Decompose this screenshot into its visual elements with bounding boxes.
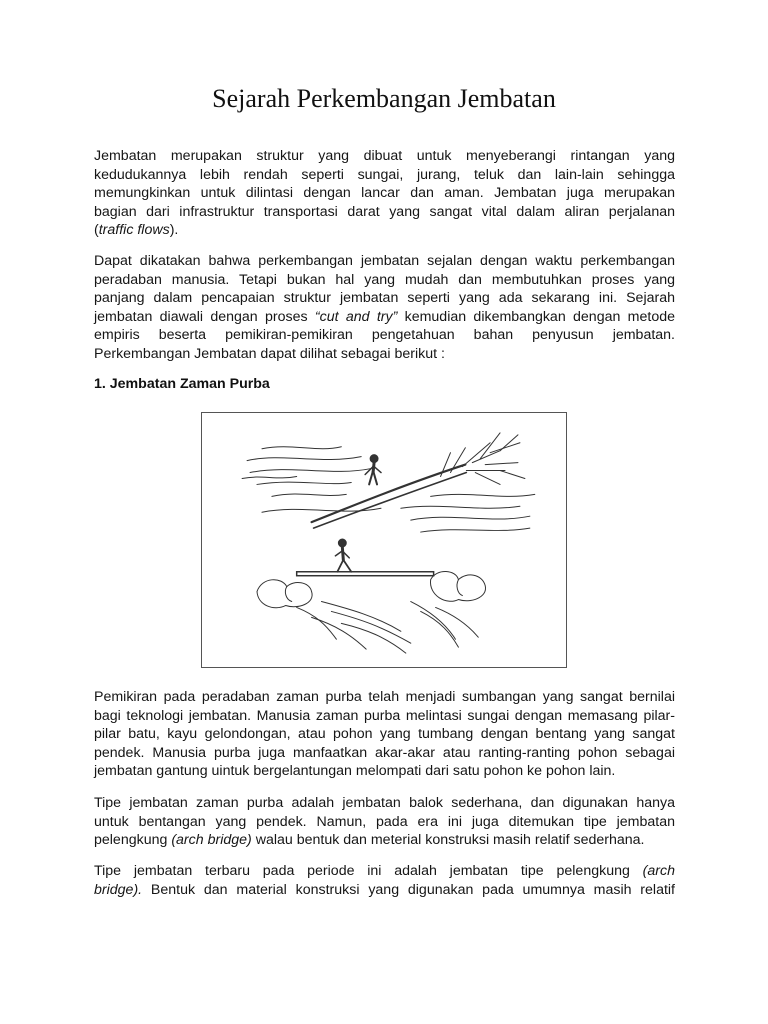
paragraph-history [94,252,675,364]
text-line: peradaban manusia. Tetapi bukan hal yang mudah dan membutuhkan proses yang [94,271,675,288]
text-line [94,308,675,327]
italic-term: (arch [642,863,675,879]
text-line: memungkinkan untuk dilintasi dengan lancar dan aman. Jembatan juga merupakan [94,185,675,202]
paragraph-prehistoric [94,688,675,781]
paragraph-intro [94,147,675,240]
text-line: pendek. Manusia purba juga manfaatkan akar-akar atau ranting-ranting pohon sebagai [94,744,675,761]
text-line: kedudukannya lebih rendah seperti sungai, jurang, teluk dan lain-lain sehingga [94,166,675,183]
text-line: Dapat dikatakan bahwa perkembangan jembatan sejalan dengan waktu perkembangan [94,253,675,269]
text-line: panjang dalam pencapaian struktur jembatan seperti yang ada sekarang ini. Sejarah [94,290,675,307]
text-line [94,221,675,240]
text-line: pilar batu, kayu gelondongan, atau pohon yang tumbang dengan bentang yang sangat [94,726,675,743]
text-line: Tipe jembatan zaman purba adalah jembatan balok sederhana, dan digunakan hanya [94,795,675,811]
text-line: jembatan gantung uintuk bergelantungan melompati dari satu pohon ke pohon lain. [94,763,616,780]
text-line: untuk bentangan yang pendek. Namun, pada era ini juga ditemukan tipe jembatan [94,813,675,830]
text-line: bagi teknologi jembatan. Manusia zaman purba melintasi sungai dengan memasang pilar- [94,707,675,724]
text-line: empiris beserta pemikiran-pemikiran pengetahuan bahan penyusun jembatan. [94,327,675,344]
page-title: Sejarah Perkembangan Jembatan [212,84,556,113]
italic-term: traffic flows [98,222,170,239]
text-line: Perkembangan Jembatan dapat dilihat sebagai berikut : [94,345,445,362]
bridge-illustration [201,412,567,668]
section-heading: 1. Jembatan Zaman Purba [94,376,270,392]
text-fragment: Bentuk dan material konstruksi yang digunakan pada umumnya masih relatif [142,881,675,898]
italic-term: “cut and try” [314,308,398,325]
paragraph-types [94,794,675,850]
text-line [94,831,675,850]
text-line: Jembatan merupakan struktur yang dibuat untuk menyeberangi rintangan yang [94,148,675,164]
paragraph-arch [94,862,675,899]
sketch-image [202,413,566,667]
text-fragment: ( [94,222,99,239]
text-line [94,881,675,900]
italic-term: bridge). [94,881,143,898]
text-fragment: pelengkung [94,832,172,849]
italic-term: (arch bridge) [171,832,252,849]
text-fragment: jembatan diawali dengan proses [94,308,315,325]
text-line [94,862,675,881]
text-line: Pemikiran pada peradaban zaman purba telah menjadi sumbangan yang sangat bernilai [94,689,675,705]
text-fragment: ). [169,222,179,239]
text-fragment: walau bentuk dan meterial konstruksi masih relatif sederhana. [251,832,645,849]
text-line: bagian dari infrastruktur transportasi darat yang sangat vital dalam aliran perjalanan [94,203,675,220]
text-fragment: kemudian dikembangkan dengan metode [397,308,675,325]
text-fragment: Tipe jembatan terbaru pada periode ini adalah jembatan tipe pelengkung [94,863,643,879]
